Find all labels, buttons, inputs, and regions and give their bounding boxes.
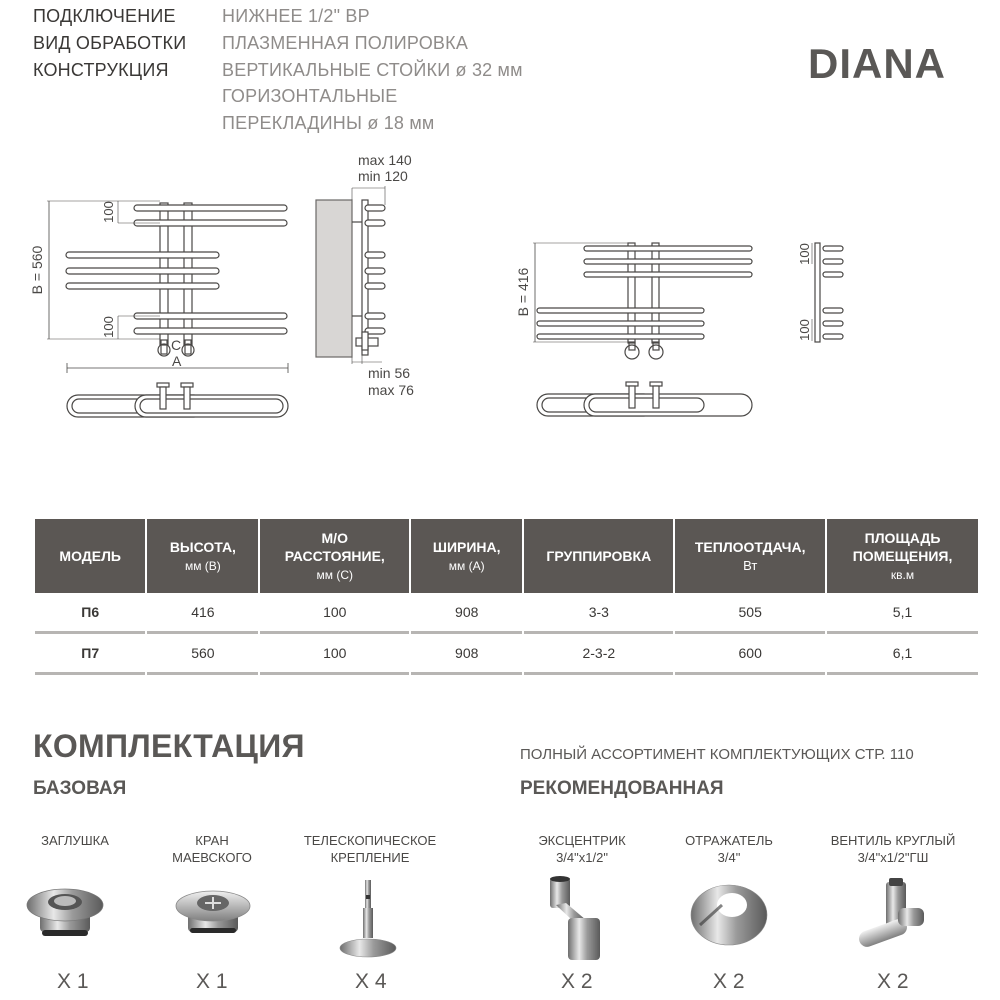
kit-item-round-valve: ВЕНТИЛЬ КРУГЛЫЙ 3/4"x1/2"ГШ xyxy=(830,833,956,865)
header-center-distance: М/О РАССТОЯНИЕ, мм (C) xyxy=(260,519,409,593)
models-table xyxy=(33,519,980,675)
side-view xyxy=(316,186,385,364)
spec-value-construction-1: ВЕРТИКАЛЬНЫЕ СТОЙКИ ø 32 мм xyxy=(222,60,523,80)
p7-gap-top-label: 100 xyxy=(101,201,116,223)
kit-note: ПОЛНЫЙ АССОРТИМЕНТ КОМПЛЕКТУЮЩИХ СТР. 110 xyxy=(520,746,914,763)
side-min-top-label: min 120 xyxy=(358,168,408,184)
p7-front-view xyxy=(47,201,288,373)
kit-item-air-valve: КРАН МАЕВСКОГО xyxy=(172,833,252,865)
cell-grouping: 2-3-2 xyxy=(524,634,673,675)
spec-value-construction-2: ГОРИЗОНТАЛЬНЫЕ xyxy=(222,86,398,106)
table-header-row xyxy=(35,519,978,593)
p7-c-label: C xyxy=(171,337,182,353)
spec-label-finish: ВИД ОБРАБОТКИ xyxy=(33,33,187,53)
p7-gap-bottom-label: 100 xyxy=(101,316,116,338)
spec-value-finish: ПЛАЗМЕННАЯ ПОЛИРОВКА xyxy=(222,33,469,53)
cell-grouping: 3-3 xyxy=(524,593,673,634)
kit-item-plug: ЗАГЛУШКА xyxy=(41,833,109,848)
spec-value-construction-3: ПЕРЕКЛАДИНЫ ø 18 мм xyxy=(222,113,435,133)
qty-telescopic: X 4 xyxy=(355,970,387,993)
qty-reflector: X 2 xyxy=(713,970,745,993)
header-room-area: ПЛОЩАДЬ ПОМЕЩЕНИЯ, кв.м xyxy=(827,519,978,593)
kit-title: КОМПЛЕКТАЦИЯ xyxy=(33,728,305,764)
p6-top-view xyxy=(537,382,752,416)
side-max-top-label: max 140 xyxy=(358,152,412,168)
p7-a-label: A xyxy=(172,353,182,369)
kit-pictures xyxy=(0,870,1000,965)
kit-item-eccentric: ЭКСЦЕНТРИК 3/4"x1/2" xyxy=(538,833,626,865)
header-height: ВЫСОТА, мм (B) xyxy=(147,519,258,593)
air-valve-icon xyxy=(176,891,250,933)
basic-kit-title: БАЗОВАЯ xyxy=(33,778,127,799)
side-max-bottom-label: max 76 xyxy=(368,382,414,398)
p7-top-view xyxy=(67,383,288,417)
qty-round-valve: X 2 xyxy=(877,970,909,993)
spec-value-connection: НИЖНЕЕ 1/2" ВР xyxy=(222,6,370,26)
p6-gap-bottom-label: 100 xyxy=(797,319,812,341)
table-row xyxy=(35,593,978,634)
p6-front-view xyxy=(533,243,752,359)
table-row xyxy=(35,634,978,675)
p6-gap-top-label: 100 xyxy=(797,243,812,265)
header-model: МОДЕЛЬ xyxy=(35,519,145,593)
cell-model: П7 xyxy=(35,634,145,675)
cell-height: 560 xyxy=(147,634,258,675)
qty-air-valve: X 1 xyxy=(196,970,228,993)
eccentric-icon xyxy=(550,876,600,960)
cell-center-distance: 100 xyxy=(260,634,409,675)
header-width: ШИРИНА, мм (A) xyxy=(411,519,522,593)
header-grouping: ГРУППИРОВКА xyxy=(524,519,673,593)
cell-width: 908 xyxy=(411,593,522,634)
cell-center-distance: 100 xyxy=(260,593,409,634)
cell-room-area: 5,1 xyxy=(827,593,978,634)
round-valve-icon xyxy=(857,878,924,949)
cell-heat-output: 600 xyxy=(675,634,825,675)
cell-width: 908 xyxy=(411,634,522,675)
telescopic-mount-icon xyxy=(340,880,396,957)
kit-item-telescopic: ТЕЛЕСКОПИЧЕСКОЕ КРЕПЛЕНИЕ xyxy=(303,833,437,865)
p6-side-view xyxy=(812,243,843,342)
cell-room-area: 6,1 xyxy=(827,634,978,675)
recommended-kit-title: РЕКОМЕНДОВАННАЯ xyxy=(520,778,724,799)
header-heat-output: ТЕПЛООТДАЧА, Вт xyxy=(675,519,825,593)
brand-title: DIANA xyxy=(808,40,946,87)
qty-plug: X 1 xyxy=(57,970,89,993)
spec-label-connection: ПОДКЛЮЧЕНИЕ xyxy=(33,6,176,26)
plug-icon xyxy=(27,889,103,936)
p7-height-label: B = 560 xyxy=(29,245,45,295)
p6-height-label: B = 416 xyxy=(515,267,531,317)
cell-model: П6 xyxy=(35,593,145,634)
cell-height: 416 xyxy=(147,593,258,634)
cell-heat-output: 505 xyxy=(675,593,825,634)
side-min-bottom-label: min 56 xyxy=(368,365,411,381)
kit-item-reflector: ОТРАЖАТЕЛЬ 3/4" xyxy=(685,833,773,865)
qty-eccentric: X 2 xyxy=(561,970,593,993)
technical-drawings xyxy=(0,145,1000,430)
reflector-icon xyxy=(691,885,767,945)
spec-label-construction: КОНСТРУКЦИЯ xyxy=(33,60,169,80)
